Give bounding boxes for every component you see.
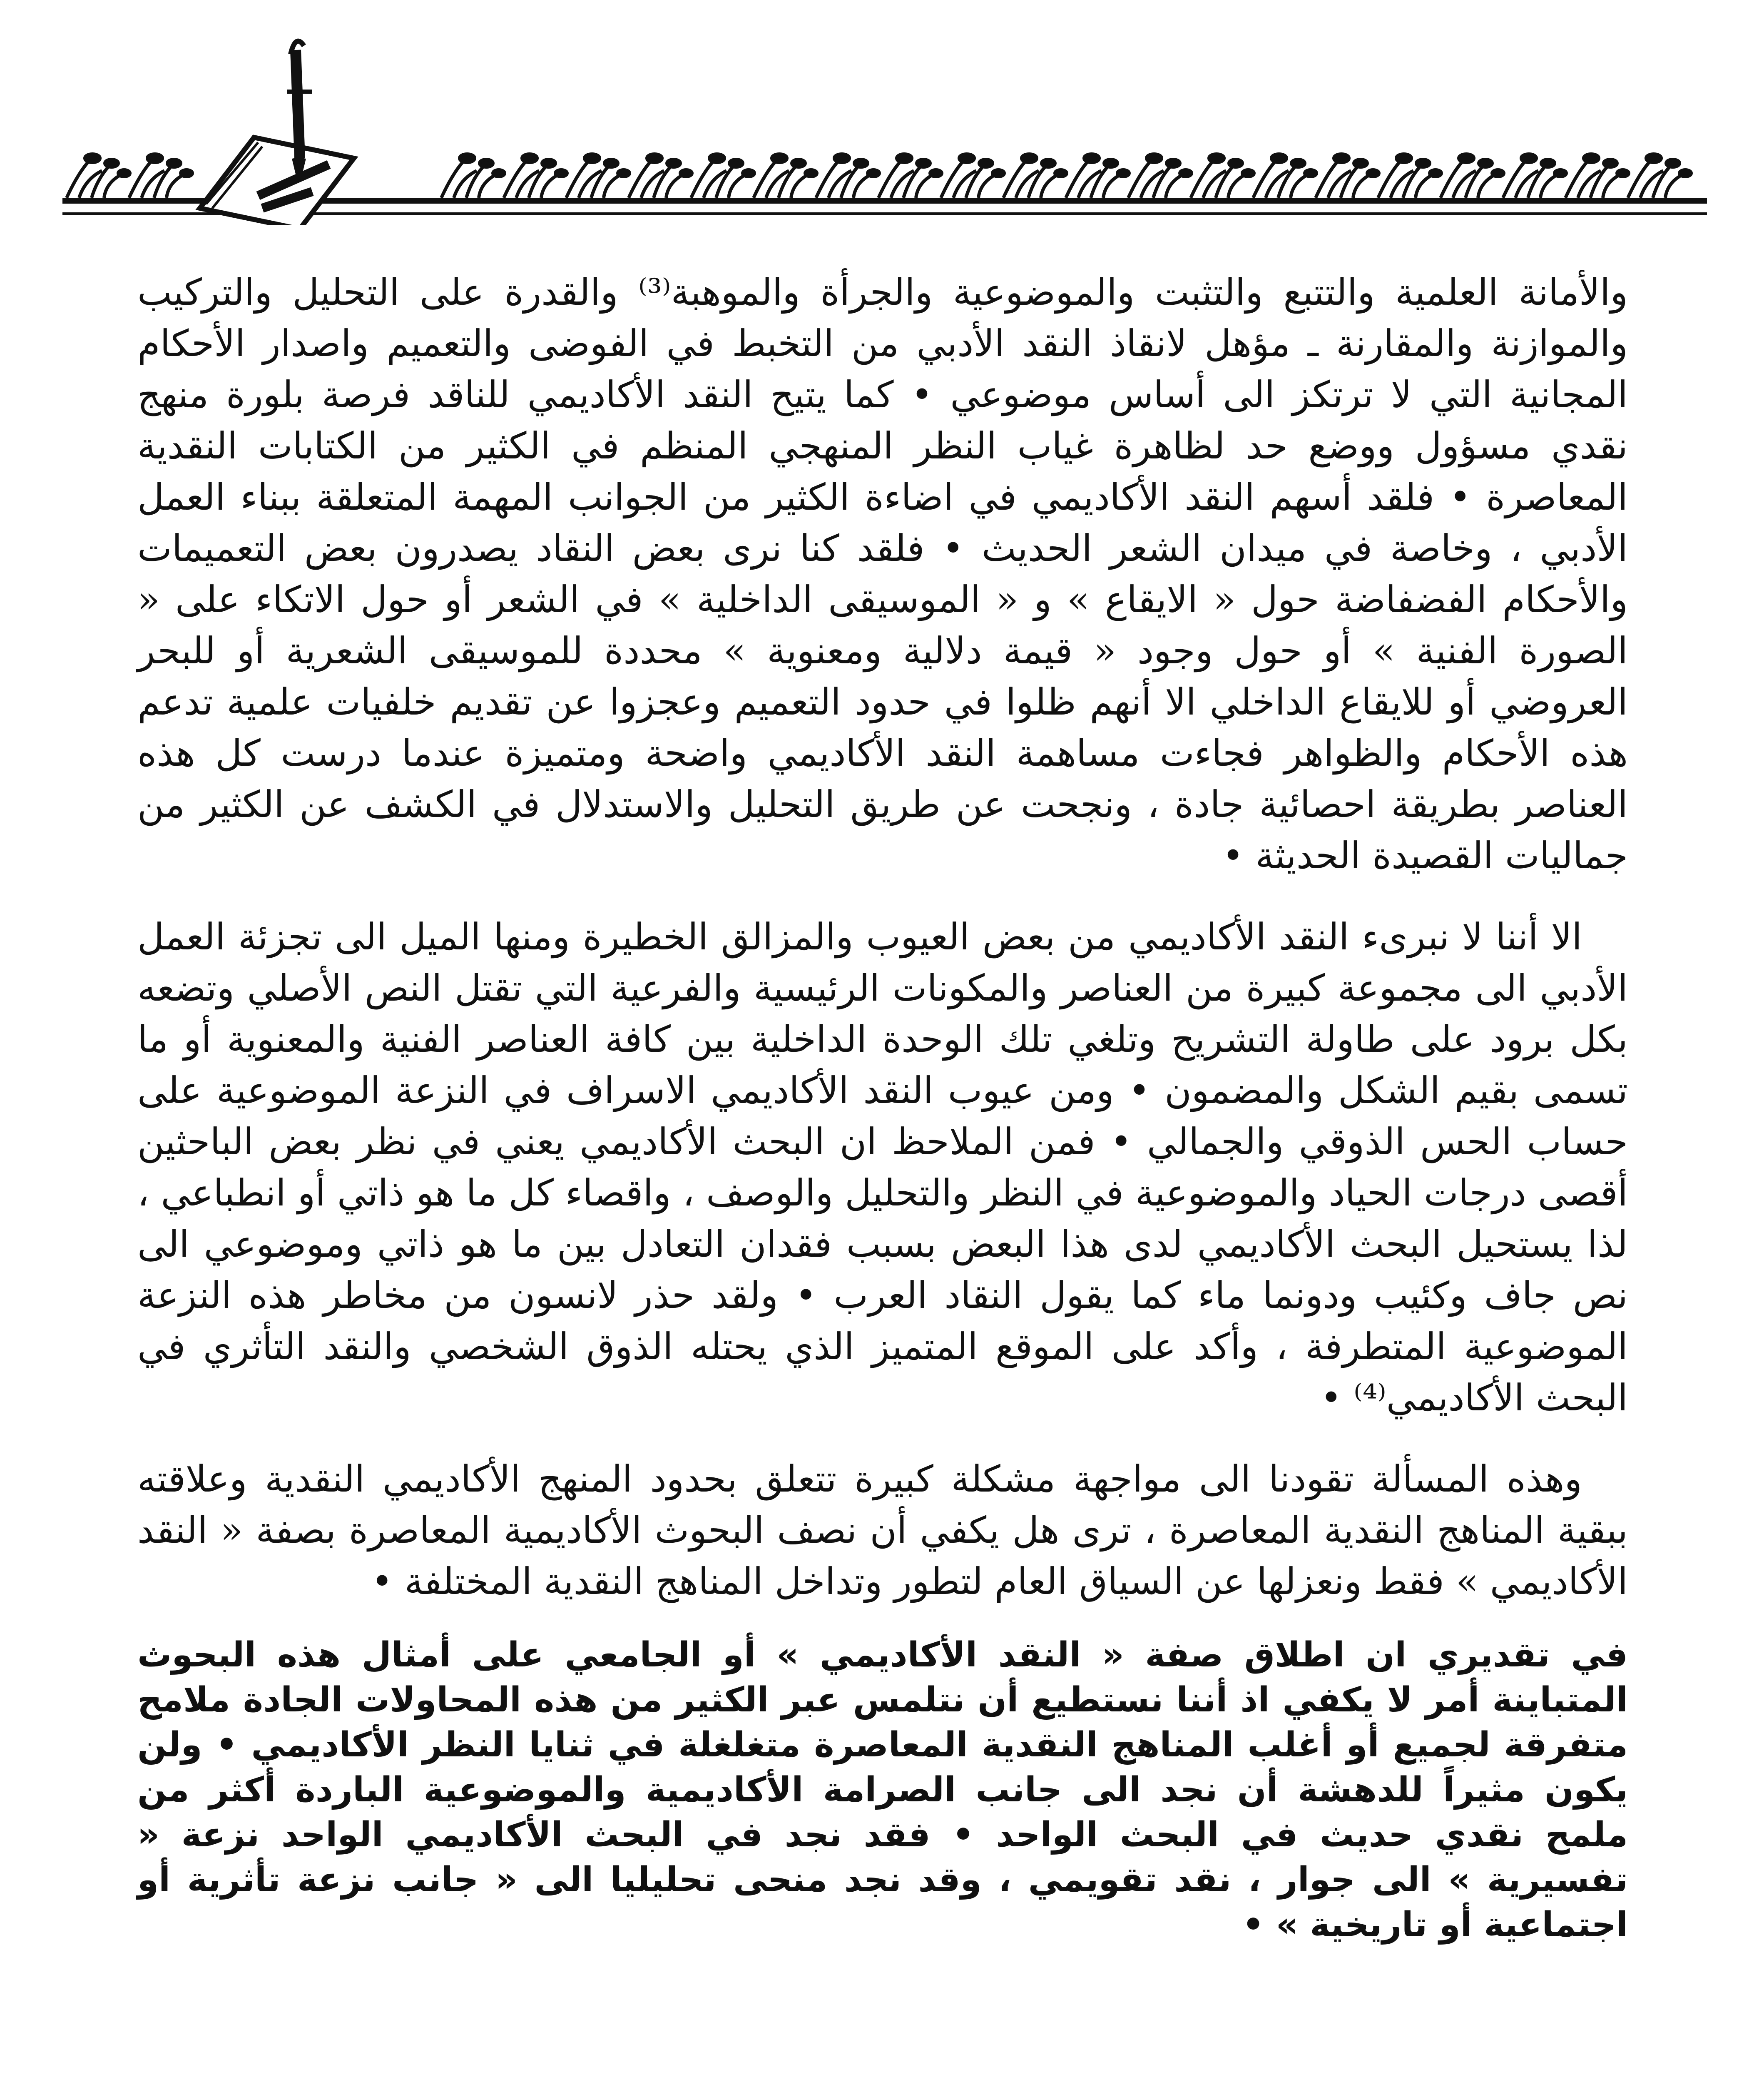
header-ornament <box>62 33 1707 225</box>
paragraph-1: والأمانة العلمية والتتبع والتثبت والموضوعية والجرأة والموهبة⁽³⁾ والقدرة على التحليل والتركيب والموازنة والمقارنة ـ مؤهل لانقاذ النقد الأدبي من التخبط في الفوضى والتعميم واصدار الأحكام المجانية التي لا ترتكز الى أساس موضوعي • كما يتيح النقد الأكاديمي للناقد فرصة بلورة منهج نقدي مسؤول ووضع حد لظاهرة غياب النظر المنهجي المنظم في الكثير من الكتابات النقدية المعاصرة • فلقد أسهم النقد الأكاديمي في اضاءة الكثير من الجوانب المهمة المتعلقة ببناء العمل الأدبي ، وخاصة في ميدان الشعر الحديث • فلقد كنا نرى بعض النقاد يصدرون بعض التعميمات والأحكام الفضفاضة حول « الايقاع » و « الموسيقى الداخلية » في الشعر أو حول الاتكاء على « الصورة الفنية » أو حول وجود « قيمة دلالية ومعنوية » محددة للموسيقى الشعرية أو للبحر العروضي أو للايقاع الداخلي الا أنهم ظلوا في حدود التعميم وعجزوا عن تقديم خلفيات علمية تدعم هذه الأحكام والظواهر فجاءت مساهمة النقد الأكاديمي واضحة ومتميزة عندما درست كل هذه العناصر بطريقة احصائية جادة ، ونجحت عن طريق التحليل والاستدلال في الكشف عن الكثير من جماليات القصيدة الحديثة • <box>137 271 1628 877</box>
paragraph-3: وهذه المسألة تقودنا الى مواجهة مشكلة كبيرة تتعلق بحدود المنهج الأكاديمي النقدية وعلاقته ببقية المناهج النقدية المعاصرة ، ترى هل يكفي أن نصف البحوث الأكاديمية المعاصرة بصفة « النقد الأكاديمي » فقط ونعزلها عن السياق العام لتطور وتداخل المناهج النقدية المختلفة • <box>137 1457 1628 1603</box>
pen-and-open-book-icon <box>200 41 354 225</box>
paragraph-4-bold: في تقديري ان اطلاق صفة « النقد الأكاديمي » أو الجامعي على أمثال هذه البحوث المتباينة أمر لا يكفي اذ أننا نستطيع أن نتلمس عبر الكثير من هذه المحاولات الجادة ملامح متفرقة لجميع أو أغلب المناهج النقدية المعاصرة متغلغلة في ثنايا النظر الأكاديمي • ولن يكون مثيراً للدهشة أن نجد الى جانب الصرامة الأكاديمية والموضوعية الباردة أكثر من ملمح نقدي حديث في البحث الواحد • فقد نجد في البحث الأكاديمي الواحد نزعة « تفسيرية » الى جوار ، نقد تقويمي ، وقد نجد منحى تحليليا الى « جانب نزعة تأثرية أو اجتماعية أو تاريخية » • <box>137 1635 1628 1945</box>
article-body <box>137 266 1628 1948</box>
paragraph-2: الا أننا لا نبرىء النقد الأكاديمي من بعض العيوب والمزالق الخطيرة ومنها الميل الى تجزئة العمل الأدبي الى مجموعة كبيرة من العناصر والمكونات الرئيسية والفرعية التي تقتل النص الأصلي وتضعه بكل برود على طاولة التشريح وتلغي تلك الوحدة الداخلية بين كافة العناصر الفنية والمعنوية أو ما تسمى بقيم الشكل والمضمون • ومن عيوب النقد الأكاديمي الاسراف في النزعة الموضوعية على حساب الحس الذوقي والجمالي • فمن الملاحظ ان البحث الأكاديمي يعني في نظر بعض الباحثين أقصى درجات الحياد والموضوعية في النظر والتحليل والوصف ، واقصاء كل ما هو ذاتي أو انطباعي ، لذا يستحيل البحث الأكاديمي لدى هذا البعض بسبب فقدان التعادل بين ما هو ذاتي وموضوعي الى نص جاف وكئيب ودونما ماء كما يقول النقاد العرب • ولقد حذر لانسون من مخاطر هذه النزعة الموضوعية المتطرفة ، وأكد على الموقع المتميز الذي يحتله الذوق الشخصي والنقد التأثري في البحث الأكاديمي⁽⁴⁾ • <box>137 915 1628 1419</box>
